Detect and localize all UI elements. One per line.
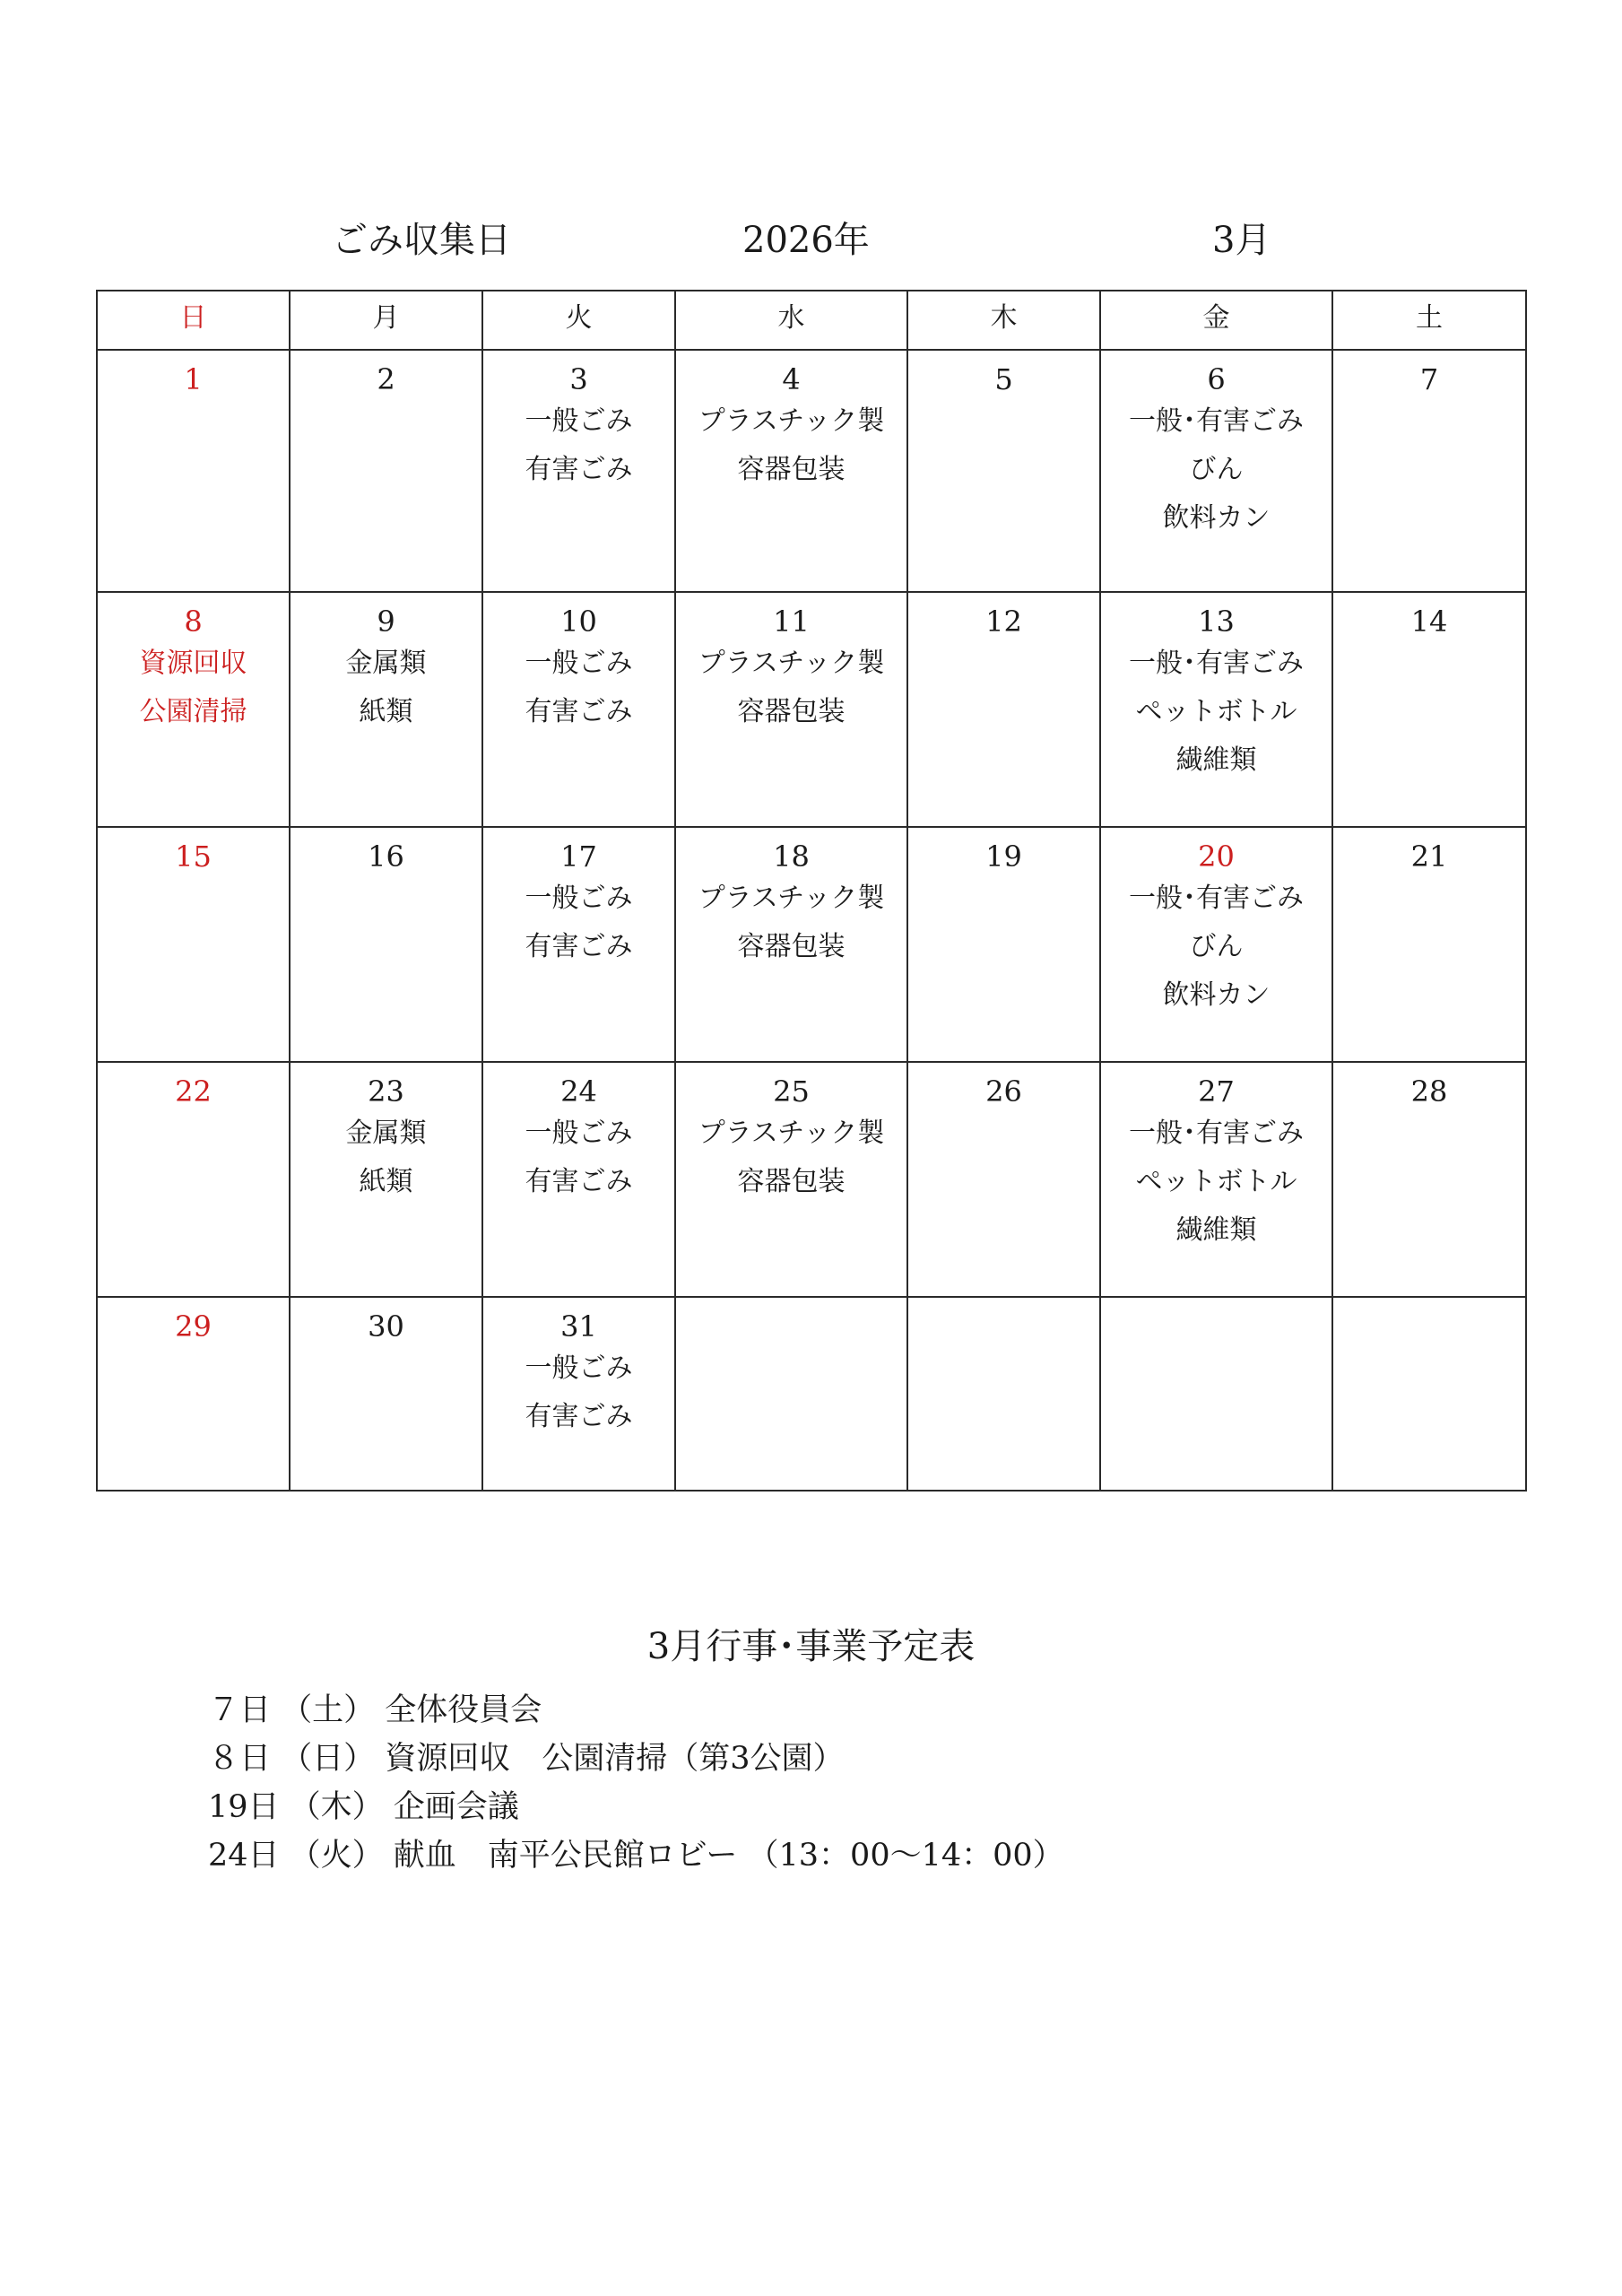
calendar-day-cell [1100, 592, 1332, 827]
calendar-day-cell [907, 350, 1100, 592]
day-number: 7 [1419, 362, 1439, 396]
calendar-day-cell [1332, 1062, 1526, 1297]
calendar-day-cell [675, 350, 907, 592]
calendar-day-cell [97, 350, 290, 592]
collection-item: 飲料カン [1162, 502, 1271, 534]
day-number: 28 [1410, 1074, 1448, 1109]
collection-item: 容器包装 [737, 454, 846, 485]
day-number: 16 [368, 839, 404, 874]
collection-item: 一般ごみ [525, 405, 633, 437]
calendar-day-cell [675, 592, 907, 827]
calendar-day-cell [1332, 1297, 1526, 1491]
day-number: 27 [1198, 1074, 1235, 1109]
calendar-day-cell [907, 827, 1100, 1062]
calendar-day-cell [482, 827, 675, 1062]
day-number: 25 [773, 1074, 810, 1109]
day-number: 8 [184, 604, 203, 639]
weekday-tue: 火 [482, 291, 675, 350]
day-number: 22 [175, 1074, 212, 1109]
collection-item: ペットボトル [1135, 1166, 1297, 1197]
collection-item: 飲料カン [1162, 979, 1271, 1011]
calendar-day-cell [907, 1062, 1100, 1297]
collection-item: 容器包装 [737, 931, 846, 962]
collection-calendar [96, 290, 1527, 1492]
schedule-list [208, 1686, 1064, 1880]
collection-item: プラスチック製 [698, 405, 885, 437]
day-number: 2 [377, 362, 395, 396]
collection-item: 公園清掃 [139, 696, 247, 727]
day-number: 26 [985, 1074, 1022, 1109]
day-number: 9 [377, 604, 395, 639]
calendar-day-cell [1332, 592, 1526, 827]
day-number: 6 [1207, 362, 1226, 396]
collection-item: 一般ごみ [525, 883, 633, 914]
calendar-day-cell [482, 1062, 675, 1297]
collection-item: びん [1189, 931, 1244, 962]
collection-item: ペットボトル [1135, 696, 1297, 727]
weekday-mon: 月 [290, 291, 482, 350]
collection-item: 紙類 [359, 696, 413, 727]
schedule-item: ７日 （土） 全体役員会 [208, 1692, 542, 1728]
day-number: 11 [773, 604, 810, 639]
calendar-day-cell [290, 350, 482, 592]
calendar-day-cell [1332, 350, 1526, 592]
calendar-week-row [97, 1062, 1526, 1297]
day-number: 31 [560, 1309, 597, 1344]
calendar-day-cell [97, 592, 290, 827]
calendar-day-cell [97, 1297, 290, 1491]
calendar-day-cell [97, 1062, 290, 1297]
calendar-day-cell [1100, 350, 1332, 592]
calendar-month: 3月 [1212, 220, 1271, 261]
calendar-day-cell [290, 592, 482, 827]
weekday-sun: 日 [97, 291, 290, 350]
calendar-day-cell [290, 827, 482, 1062]
day-number: 4 [782, 362, 801, 396]
calendar-day-cell [1100, 1062, 1332, 1297]
day-number: 15 [175, 839, 212, 874]
collection-item: 金属類 [345, 1118, 427, 1149]
collection-item: 繊維類 [1175, 1214, 1257, 1246]
collection-item: 一般ごみ [525, 1352, 633, 1384]
collection-item: 金属類 [345, 648, 427, 679]
collection-item: 一般ごみ [525, 1118, 633, 1149]
day-number: 10 [560, 604, 597, 639]
collection-item: 繊維類 [1175, 744, 1257, 776]
day-number: 29 [175, 1309, 212, 1344]
day-number: 19 [985, 839, 1022, 874]
calendar-day-cell [290, 1062, 482, 1297]
calendar-day-cell [482, 1297, 675, 1491]
day-number: 12 [985, 604, 1022, 639]
day-number: 3 [569, 362, 588, 396]
day-number: 23 [368, 1074, 404, 1109]
collection-item: プラスチック製 [698, 883, 885, 914]
calendar-week-row [97, 1297, 1526, 1491]
calendar-day-cell [482, 592, 675, 827]
day-number: 21 [1410, 839, 1448, 874]
collection-item: 有害ごみ [525, 1401, 633, 1432]
day-number: 14 [1410, 604, 1448, 639]
collection-item: プラスチック製 [698, 648, 885, 679]
calendar-day-cell [1100, 827, 1332, 1062]
day-number: 20 [1198, 839, 1235, 874]
day-number: 24 [560, 1074, 597, 1109]
weekday-fri: 金 [1100, 291, 1332, 350]
calendar-day-cell [97, 827, 290, 1062]
day-number: 13 [1198, 604, 1235, 639]
collection-item: 容器包装 [737, 1166, 846, 1197]
day-number: 5 [994, 362, 1013, 396]
weekday-wed: 水 [675, 291, 907, 350]
collection-item: 一般･有害ごみ [1129, 1118, 1304, 1149]
calendar-week-row [97, 350, 1526, 592]
schedule-item: 19日 （木） 企画会議 [208, 1789, 519, 1825]
calendar-day-cell [1332, 827, 1526, 1062]
calendar-day-cell [675, 827, 907, 1062]
collection-item: 一般･有害ごみ [1129, 405, 1304, 437]
calendar-day-cell [907, 1297, 1100, 1491]
collection-item: びん [1189, 454, 1244, 485]
calendar-week-row [97, 827, 1526, 1062]
calendar-day-cell [290, 1297, 482, 1491]
day-number: 30 [368, 1309, 404, 1344]
day-number: 17 [560, 839, 597, 874]
calendar-year: 2026年 [742, 220, 870, 261]
weekday-header-row [97, 291, 1526, 350]
collection-item: 一般･有害ごみ [1129, 648, 1304, 679]
schedule-item: 24日 （火） 献血 南平公民館ロビー （13：00～14：00） [208, 1838, 1064, 1874]
collection-item: 有害ごみ [525, 454, 633, 485]
collection-item: 一般･有害ごみ [1129, 883, 1304, 914]
calendar-day-cell [1100, 1297, 1332, 1491]
calendar-day-cell [482, 350, 675, 592]
collection-item: 有害ごみ [525, 1166, 633, 1197]
calendar-week-row [97, 592, 1526, 827]
calendar-day-cell [675, 1062, 907, 1297]
schedule-title: 3月行事･事業予定表 [646, 1626, 976, 1667]
collection-item: 資源回収 [139, 648, 247, 679]
calendar-day-cell [907, 592, 1100, 827]
collection-item: プラスチック製 [698, 1118, 885, 1149]
weekday-thu: 木 [907, 291, 1100, 350]
collection-item: 容器包装 [737, 696, 846, 727]
collection-item: 有害ごみ [525, 931, 633, 962]
calendar-day-cell [675, 1297, 907, 1491]
day-number: 18 [773, 839, 810, 874]
collection-item: 有害ごみ [525, 696, 633, 727]
calendar-label: ごみ収集日 [332, 220, 511, 261]
day-number: 1 [184, 362, 203, 396]
schedule-item: ８日 （日） 資源回収 公園清掃（第3公園） [208, 1741, 845, 1777]
collection-item: 紙類 [359, 1166, 413, 1197]
collection-item: 一般ごみ [525, 648, 633, 679]
weekday-sat: 土 [1332, 291, 1526, 350]
